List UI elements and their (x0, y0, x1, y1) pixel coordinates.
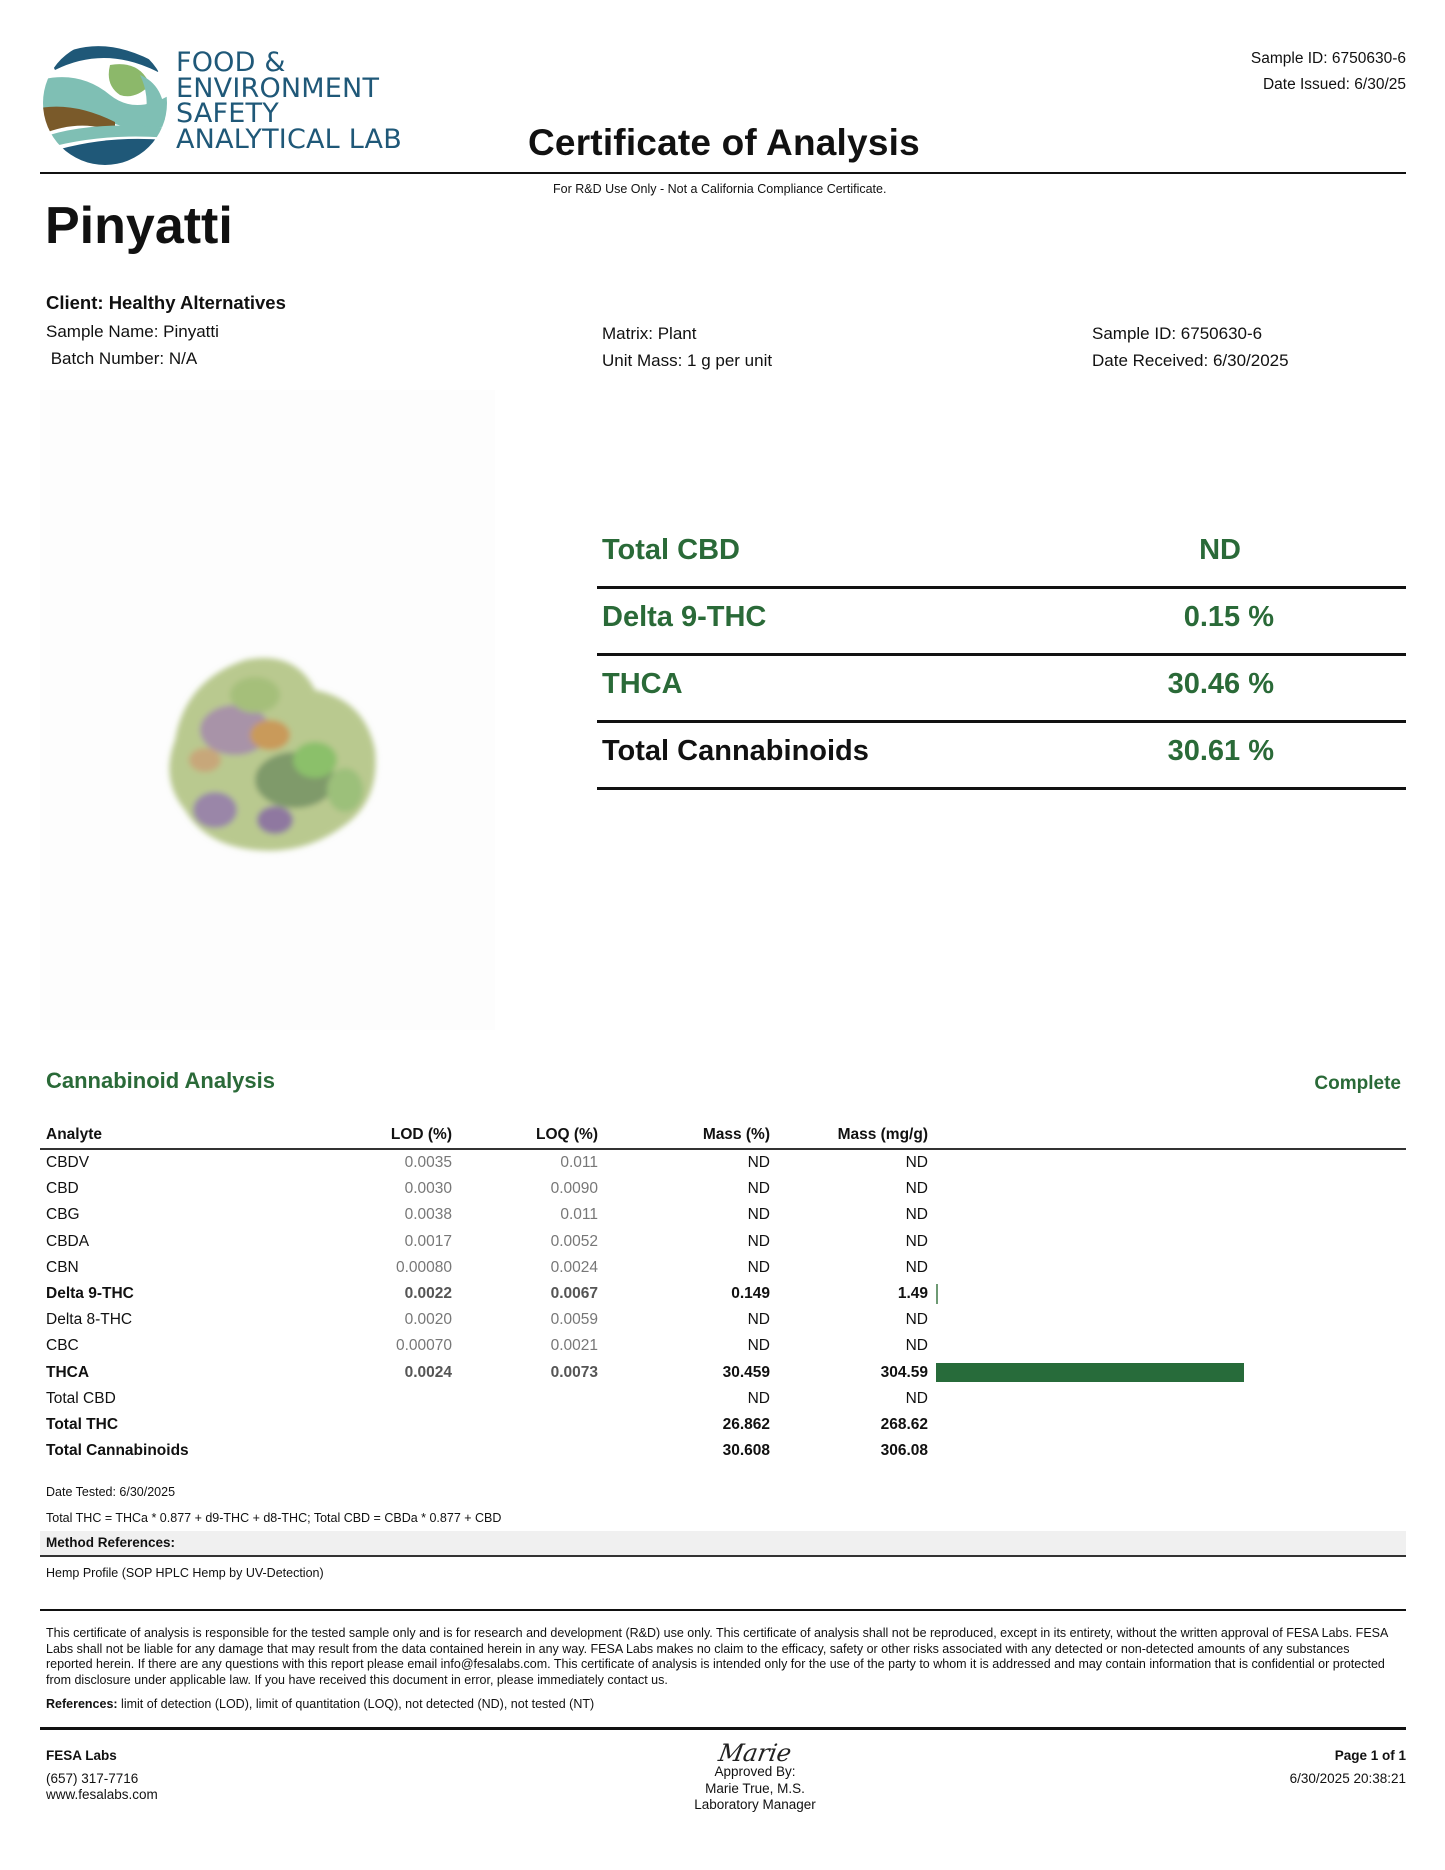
column-header: Analyte (40, 1124, 346, 1149)
footer-website[interactable]: www.fesalabs.com (46, 1787, 158, 1802)
lod-cell: 0.0038 (404, 1206, 452, 1224)
mass-mg-cell: ND (905, 1311, 928, 1329)
cannabinoid-table (40, 1124, 1406, 1464)
bar-cell (928, 1255, 1406, 1281)
bar-cell (928, 1149, 1406, 1176)
summary-row-total-cbd (597, 522, 1406, 589)
table-row (40, 1229, 1406, 1255)
page-number: Page 1 of 1 (1334, 1748, 1406, 1763)
disclaimer-text: This certificate of analysis is responsible for the tested sample only and is for research and development (R&D) use only. This certificate of analysis shall not be reproduced, except in its entirety, without the written approval of FESA Labs. FESA Labs shall not be liable for any damage that may result from the data contained herein in any way. FESA Labs makes no claim to the efficacy, safety or other risks associated with any detected or non-detected amounts of any substances reported herein. If there are any questions with this report please email info@fesalabs.com. This certificate of analysis is intended only for the use of the party to whom it is addressed and may contain information that is confidential or protected from disclosure under applicable law. If you have received this document in error, please immediately contact us. (46, 1626, 1388, 1687)
client-name: Client: Healthy Alternatives (46, 292, 286, 313)
mass-pct-cell: ND (747, 1154, 770, 1172)
method-reference: Hemp Profile (SOP HPLC Hemp by UV-Detection) (46, 1566, 324, 1580)
mass-pct-cell: ND (747, 1389, 770, 1407)
loq-cell: 0.0073 (550, 1363, 598, 1381)
mass-mg-cell: 268.62 (880, 1415, 928, 1433)
header-date-issued: Date Issued: 6/30/25 (1262, 76, 1406, 93)
footer-divider (40, 1727, 1406, 1730)
analyte-cell: Total THC (46, 1415, 119, 1433)
lod-cell: 0.00080 (395, 1258, 452, 1276)
footer-lab-name: FESA Labs (46, 1748, 117, 1763)
footer-page-info (1290, 1748, 1406, 1787)
table-header-row (40, 1124, 1406, 1149)
table-row (40, 1281, 1406, 1307)
bar-cell (928, 1176, 1406, 1202)
column-header: Mass (mg/g) (770, 1124, 928, 1149)
table-row (40, 1307, 1406, 1333)
batch-number: Batch Number: N/A (46, 349, 198, 368)
generated-timestamp: 6/30/2025 20:38:21 (1289, 1770, 1406, 1786)
mass-mg-cell: 304.59 (880, 1363, 928, 1381)
lab-name-line: ANALYTICAL LAB (176, 123, 402, 155)
loq-cell: 0.0024 (550, 1258, 598, 1276)
sample-id: Sample ID: 6750630-6 (1092, 324, 1263, 343)
table-row (40, 1202, 1406, 1228)
summary-value: ND (1199, 534, 1241, 566)
footer-approval (640, 1739, 870, 1814)
mass-pct-cell: 30.459 (722, 1363, 770, 1381)
mass-pct-cell: ND (747, 1311, 770, 1329)
loq-cell: 0.0052 (550, 1232, 598, 1250)
approved-by-label: Approved By: (714, 1764, 796, 1779)
lod-cell: 0.0024 (404, 1363, 452, 1381)
loq-cell (452, 1386, 598, 1412)
unit-mass: Unit Mass: 1 g per unit (602, 351, 773, 370)
signature: Marie (716, 1739, 794, 1767)
loq-cell: 0.0090 (550, 1180, 598, 1198)
mass-mg-cell: 306.08 (880, 1442, 928, 1460)
loq-cell (452, 1412, 598, 1438)
mass-mg-cell: ND (905, 1337, 928, 1355)
lod-cell: 0.0030 (404, 1180, 452, 1198)
mass-pct-cell: ND (747, 1337, 770, 1355)
bar-cell (928, 1360, 1406, 1386)
summary-row-thca (597, 656, 1406, 723)
method-references-header (40, 1531, 1406, 1557)
table-row (40, 1255, 1406, 1281)
loq-cell: 0.0021 (550, 1337, 598, 1355)
rd-use-note: For R&D Use Only - Not a California Compliance Certificate. (553, 182, 887, 196)
mass-pct-cell: ND (747, 1206, 770, 1224)
mass-pct-cell: 26.862 (722, 1415, 770, 1433)
mass-mg-cell: ND (905, 1258, 928, 1276)
concentration-bar (936, 1363, 1244, 1382)
analyte-cell: Delta 9-THC (46, 1285, 134, 1303)
lod-cell: 0.0035 (404, 1154, 452, 1172)
loq-cell: 0.0059 (550, 1311, 598, 1329)
lod-cell (346, 1412, 452, 1438)
total-formula: Total THC = THCa * 0.877 + d9-THC + d8-THC; Total CBD = CBDa * 0.877 + CBD (46, 1511, 502, 1525)
table-row (40, 1360, 1406, 1386)
sample-info-left (46, 318, 219, 372)
references (46, 1697, 594, 1711)
lod-cell: 0.0017 (404, 1232, 452, 1250)
sample-info-right (1092, 320, 1289, 374)
mass-pct-cell: ND (747, 1258, 770, 1276)
cannabis-bud-image (145, 640, 395, 870)
table-row (40, 1176, 1406, 1202)
mass-pct-cell: 0.149 (731, 1285, 770, 1303)
analyte-cell: Total CBD (46, 1389, 116, 1407)
approver-title: Laboratory Manager (694, 1797, 816, 1812)
section-title-cannabinoid-analysis: Cannabinoid Analysis (46, 1068, 276, 1093)
status-badge: Complete (1314, 1073, 1401, 1094)
references-label: References: (46, 1697, 118, 1711)
footer-lab-info (46, 1748, 158, 1804)
references-text: limit of detection (LOD), limit of quantitation (LOQ), not detected (ND), not tested (NT) (117, 1697, 595, 1711)
concentration-bar (936, 1284, 938, 1304)
summary-value: 30.46 % (1167, 668, 1274, 700)
bar-cell (928, 1412, 1406, 1438)
date-received: Date Received: 6/30/2025 (1092, 351, 1289, 370)
date-tested: Date Tested: 6/30/2025 (46, 1485, 176, 1499)
matrix: Matrix: Plant (602, 324, 697, 343)
sample-info-middle (602, 320, 772, 374)
lod-cell: 0.0022 (404, 1285, 452, 1303)
divider (40, 1609, 1406, 1611)
potency-summary (597, 522, 1406, 790)
table-row (40, 1333, 1406, 1359)
analyte-cell: Total Cannabinoids (46, 1442, 189, 1460)
column-header-bar (928, 1124, 1406, 1149)
method-references-label: Method References: (46, 1535, 176, 1550)
bar-cell (928, 1307, 1406, 1333)
summary-row-total-cannabinoids (597, 723, 1406, 790)
loq-cell: 0.011 (560, 1206, 598, 1224)
column-header: LOQ (%) (452, 1124, 598, 1149)
table-row (40, 1149, 1406, 1176)
summary-label: Total CBD (602, 534, 741, 566)
bar-cell (928, 1202, 1406, 1228)
header-divider (40, 172, 1406, 174)
mass-mg-cell: ND (905, 1154, 928, 1172)
summary-value: 0.15 % (1183, 601, 1274, 633)
mass-mg-cell: ND (905, 1180, 928, 1198)
mass-pct-cell: ND (747, 1180, 770, 1198)
loq-cell: 0.0067 (550, 1285, 598, 1303)
analyte-cell: CBDV (46, 1154, 90, 1172)
table-row (40, 1386, 1406, 1412)
header-meta (1251, 46, 1406, 98)
mass-mg-cell: 1.49 (897, 1285, 928, 1303)
bar-cell (928, 1333, 1406, 1359)
mass-mg-cell: ND (905, 1389, 928, 1407)
bar-cell (928, 1386, 1406, 1412)
analyte-cell: CBC (46, 1337, 79, 1355)
lab-name-line: SAFETY (176, 98, 279, 129)
summary-label: THCA (602, 668, 683, 700)
column-header: Mass (%) (598, 1124, 770, 1149)
column-header: LOD (%) (346, 1124, 452, 1149)
approver-name: Marie True, M.S. (705, 1780, 805, 1796)
page-title: Certificate of Analysis (528, 122, 920, 163)
lod-cell: 0.00070 (395, 1337, 452, 1355)
summary-value: 30.61 % (1167, 735, 1274, 767)
header-sample-id: Sample ID: 6750630-6 (1250, 50, 1406, 67)
lod-cell (346, 1438, 452, 1464)
bar-cell (928, 1281, 1406, 1307)
summary-label: Total Cannabinoids (602, 735, 869, 767)
lab-name-line: FOOD & (176, 47, 286, 78)
analyte-cell: CBN (46, 1258, 79, 1276)
analyte-cell: CBDA (46, 1232, 90, 1250)
mass-mg-cell: ND (905, 1206, 928, 1224)
footer-phone: (657) 317-7716 (46, 1770, 139, 1786)
loq-cell: 0.011 (560, 1154, 598, 1172)
bar-cell (928, 1438, 1406, 1464)
analyte-cell: CBD (46, 1180, 79, 1198)
loq-cell (452, 1438, 598, 1464)
summary-label: Delta 9-THC (602, 601, 767, 633)
lod-cell: 0.0020 (404, 1311, 452, 1329)
mass-pct-cell: 30.608 (722, 1442, 770, 1460)
lab-name (176, 47, 402, 155)
analyte-cell: Delta 8-THC (46, 1311, 133, 1329)
summary-row-delta9-thc (597, 589, 1406, 656)
bar-cell (928, 1229, 1406, 1255)
mass-mg-cell: ND (905, 1232, 928, 1250)
lab-name-line: ENVIRONMENT (176, 72, 380, 104)
lod-cell (346, 1386, 452, 1412)
sample-name: Sample Name: Pinyatti (46, 322, 219, 341)
product-name: Pinyatti (45, 197, 233, 255)
analyte-cell: THCA (46, 1363, 90, 1381)
table-row (40, 1438, 1406, 1464)
table-row (40, 1412, 1406, 1438)
analyte-cell: CBG (46, 1206, 80, 1224)
lab-logo-icon (40, 40, 170, 166)
mass-pct-cell: ND (747, 1232, 770, 1250)
